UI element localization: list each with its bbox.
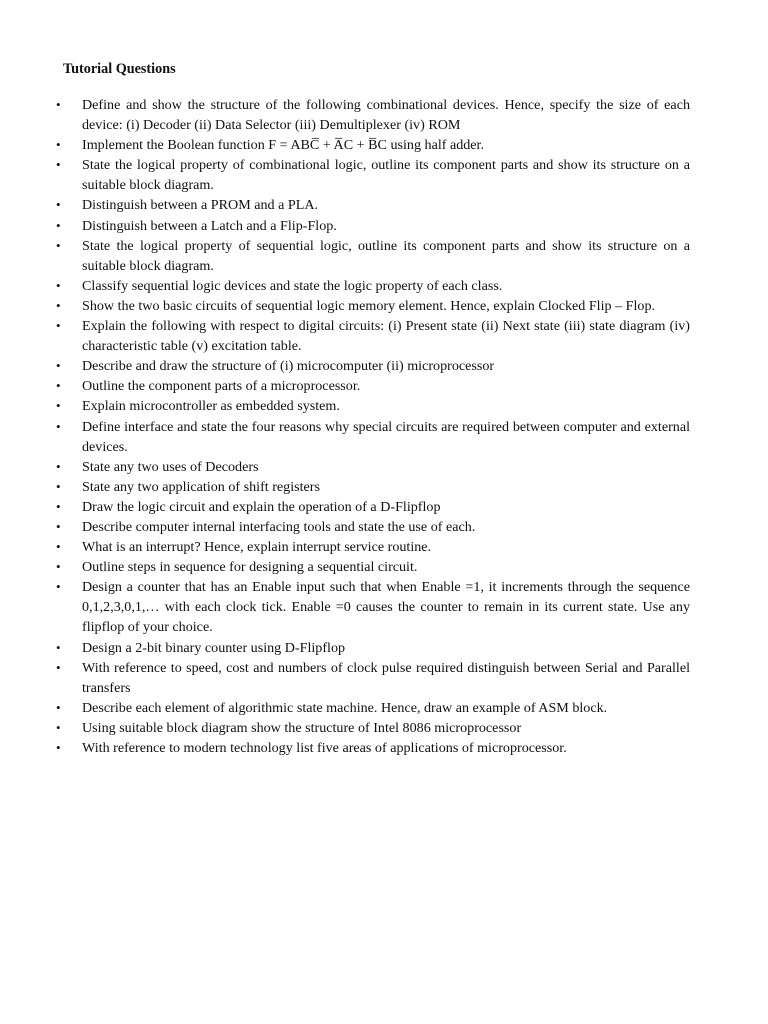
question-text: Explain microcontroller as embedded system. xyxy=(82,398,340,415)
list-item xyxy=(56,517,690,537)
bullet-icon: • xyxy=(56,659,61,675)
list-item xyxy=(56,638,690,658)
bullet-icon: • xyxy=(56,559,61,575)
list-item xyxy=(56,316,690,356)
bullet-icon: • xyxy=(56,197,61,213)
list-item xyxy=(56,658,690,698)
list-item xyxy=(56,417,690,457)
question-text: Distinguish between a Latch and a Flip-Flop. xyxy=(82,217,337,234)
list-item xyxy=(56,477,690,497)
bullet-icon: • xyxy=(56,398,61,414)
list-item xyxy=(56,396,690,416)
question-text: What is an interrupt? Hence, explain interrupt service routine. xyxy=(82,539,432,556)
bullet-icon: • xyxy=(56,137,61,153)
list-item xyxy=(56,95,690,135)
list-item xyxy=(56,577,690,637)
bullet-icon: • xyxy=(56,277,61,293)
question-text: Outline the component parts of a microprocessor. xyxy=(82,378,361,395)
question-text: Using suitable block diagram show the structure of Intel 8086 microprocessor xyxy=(82,719,522,736)
question-text: Outline steps in sequence for designing a sequential circuit. xyxy=(82,559,418,576)
bullet-icon: • xyxy=(56,478,61,494)
question-text: Classify sequential logic devices and state the logic property of each class. xyxy=(82,277,503,294)
question-text: Explain the following with respect to digital circuits: (i) Present state (ii) Next state (iii) state diagram (iv) characteristic table (v) excitation table. xyxy=(82,318,690,355)
list-item xyxy=(56,296,690,316)
question-text: Describe and draw the structure of (i) microcomputer (ii) microprocessor xyxy=(82,358,495,375)
bullet-icon: • xyxy=(56,297,61,313)
bullet-icon: • xyxy=(56,418,61,434)
question-text: State any two application of shift registers xyxy=(82,478,320,495)
bullet-icon: • xyxy=(56,719,61,735)
question-text: Design a counter that has an Enable input such that when Enable =1, it increments through the sequence 0,1,2,3,0,1,… with each clock tick. Enable =0 causes the counter to remain in its current state. Use any flipflop of your choice. xyxy=(82,579,690,636)
bullet-icon: • xyxy=(56,579,61,595)
bullet-icon: • xyxy=(56,518,61,534)
list-item xyxy=(56,537,690,557)
question-text: Describe computer internal interfacing tools and state the use of each. xyxy=(82,518,476,535)
question-text: Describe each element of algorithmic state machine. Hence, draw an example of ASM block. xyxy=(82,699,608,716)
list-item xyxy=(56,376,690,396)
list-item xyxy=(56,276,690,296)
question-text: Define interface and state the four reasons why special circuits are required between computer and external devices. xyxy=(82,418,690,455)
bullet-icon: • xyxy=(56,539,61,555)
question-text: Implement the Boolean function F = ABC̅ + A̅C + B̅C using half adder. xyxy=(82,137,484,154)
list-item xyxy=(56,497,690,517)
question-text: With reference to modern technology list five areas of applications of microprocessor. xyxy=(82,740,567,756)
bullet-icon: • xyxy=(56,97,61,112)
list-item xyxy=(56,457,690,477)
bullet-icon: • xyxy=(56,699,61,715)
question-text: State any two uses of Decoders xyxy=(82,458,259,475)
question-text: With reference to speed, cost and numbers of clock pulse required distinguish between Serial and Parallel transfers xyxy=(82,659,690,696)
question-text: Define and show the structure of the following combinational devices. Hence, specify the size of each device: (i) Decoder (ii) Data Selector (iii) Demultiplexer (iv) ROM xyxy=(82,97,690,134)
question-text: State the logical property of sequential logic, outline its component parts and show its structure on a suitable block diagram. xyxy=(82,237,690,274)
list-item xyxy=(56,236,690,276)
list-item xyxy=(56,135,690,155)
bullet-icon: • xyxy=(56,498,61,514)
list-item xyxy=(56,155,690,195)
question-text: State the logical property of combinational logic, outline its component parts and show its structure on a suitable block diagram. xyxy=(82,157,690,194)
bullet-icon: • xyxy=(56,237,61,253)
bullet-icon: • xyxy=(56,639,61,655)
bullet-icon: • xyxy=(56,157,61,173)
question-text: Draw the logic circuit and explain the operation of a D-Flipflop xyxy=(82,498,441,515)
question-text: Design a 2-bit binary counter using D-Flipflop xyxy=(82,639,346,656)
list-item xyxy=(56,557,690,577)
bullet-icon: • xyxy=(56,378,61,394)
question-text: Show the two basic circuits of sequential logic memory element. Hence, explain Clocked Flip – Flop. xyxy=(82,297,656,314)
list-item xyxy=(56,195,690,215)
page-title: Tutorial Questions xyxy=(63,61,176,77)
list-item xyxy=(56,738,690,758)
list-item xyxy=(56,216,690,236)
question-text: Distinguish between a PROM and a PLA. xyxy=(82,197,319,214)
list-item xyxy=(56,718,690,738)
question-list xyxy=(56,95,690,758)
bullet-icon: • xyxy=(56,358,61,374)
bullet-icon: • xyxy=(56,318,61,334)
bullet-icon: • xyxy=(56,740,61,755)
bullet-icon: • xyxy=(56,458,61,474)
list-item xyxy=(56,356,690,376)
bullet-icon: • xyxy=(56,217,61,233)
list-item xyxy=(56,698,690,718)
